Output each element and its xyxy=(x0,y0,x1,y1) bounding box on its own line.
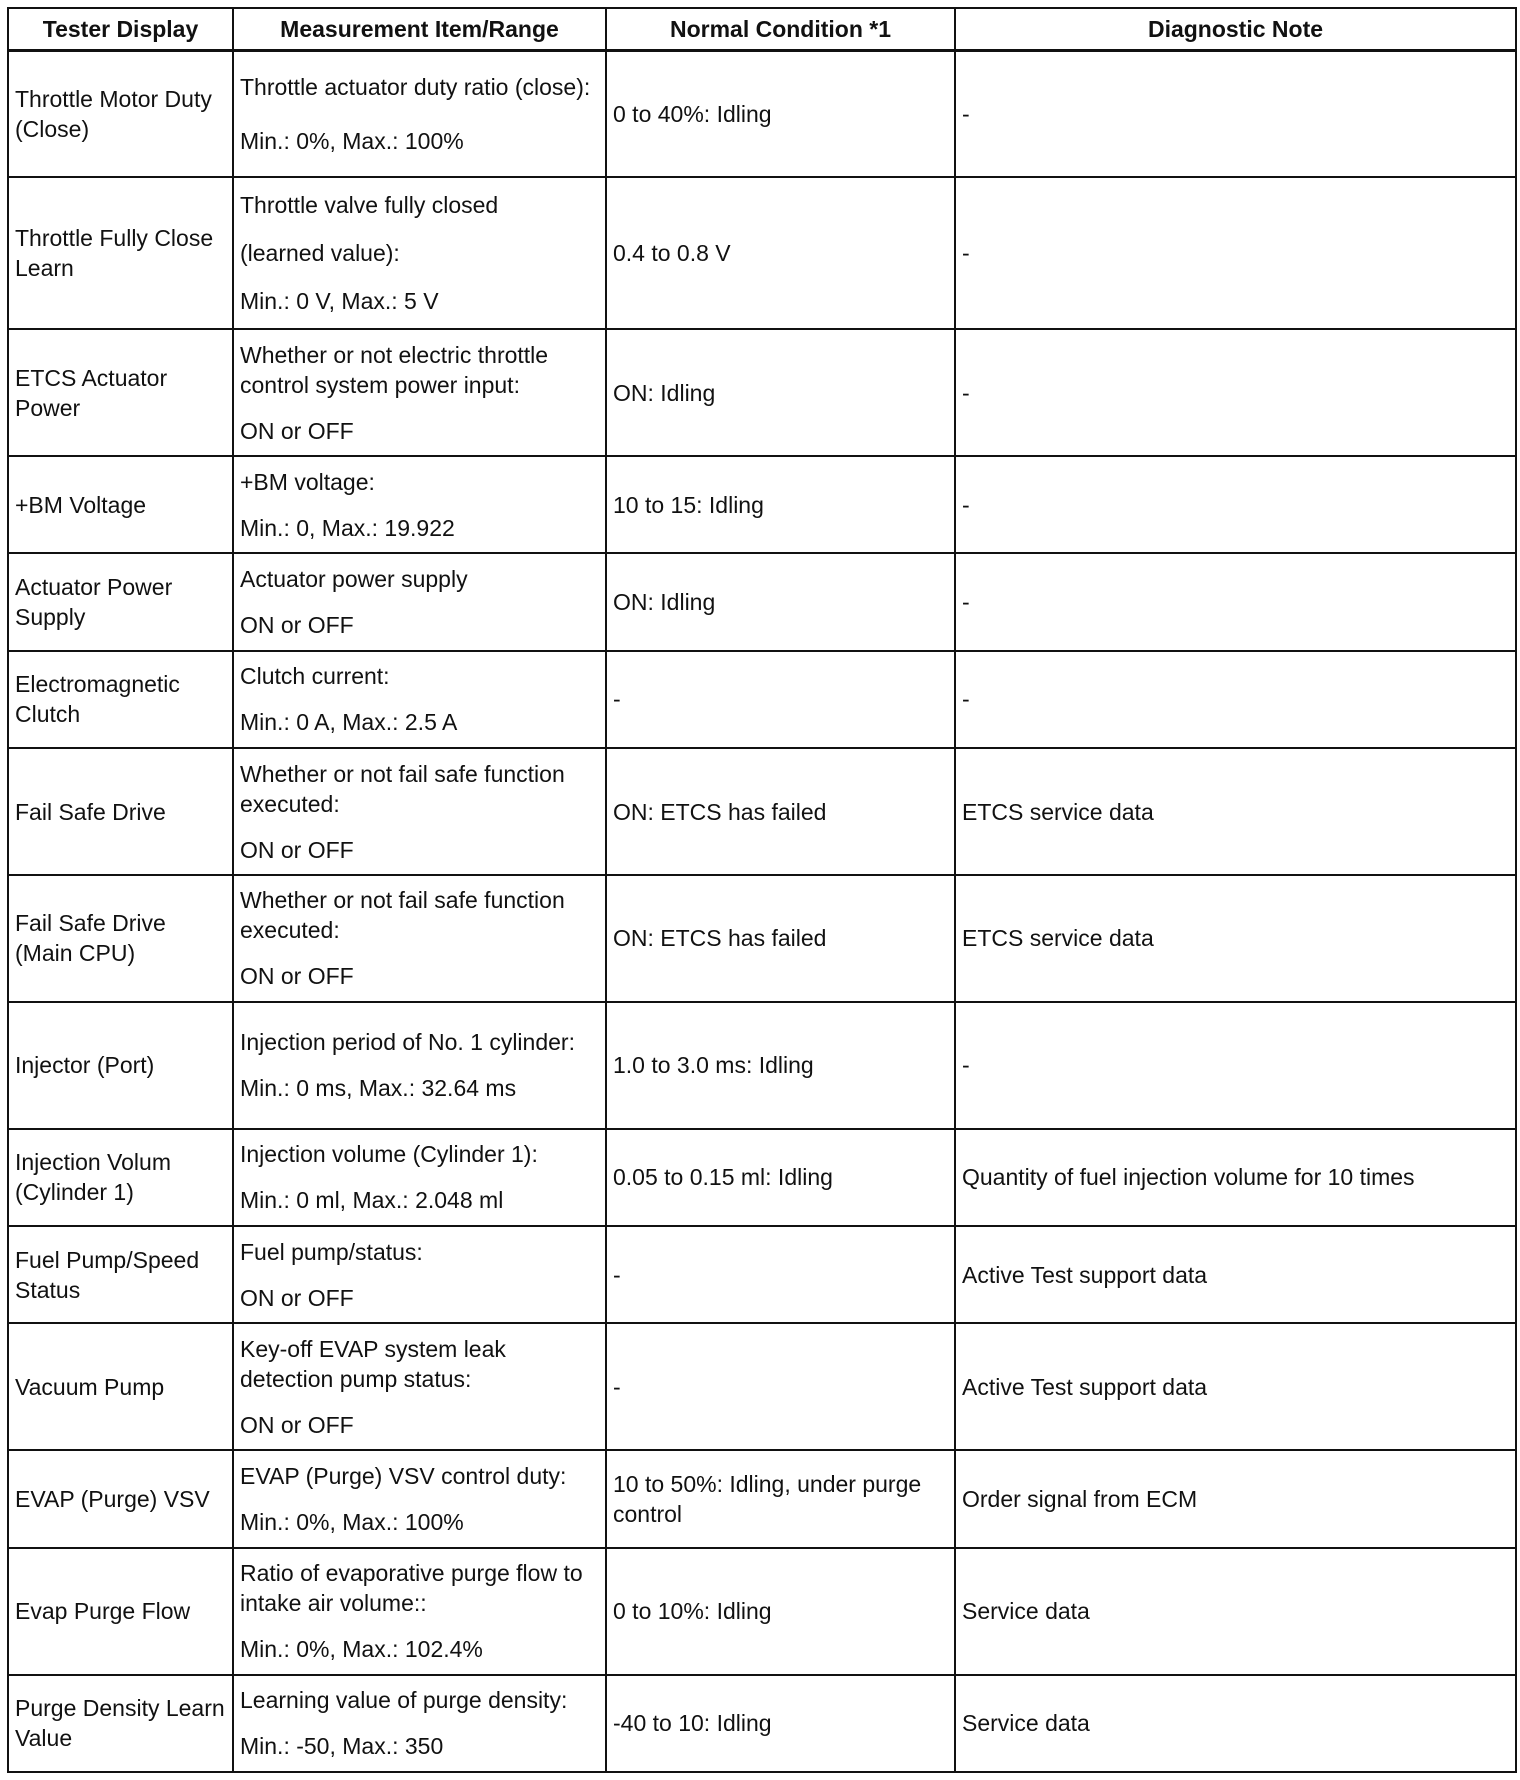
tester-display-cell: EVAP (Purge) VSV xyxy=(8,1450,233,1547)
measurement-item: Ratio of evaporative purge flow to intake air volume:: xyxy=(240,1560,583,1617)
tester-display-cell: Throttle Fully Close Learn xyxy=(8,177,233,329)
table-row xyxy=(8,1226,1516,1323)
diagnostic-note-cell: ETCS service data xyxy=(955,748,1516,875)
measurement-cell xyxy=(233,177,606,329)
measurement-item: Whether or not fail safe function executed: xyxy=(240,760,565,817)
header-tester-display: Tester Display xyxy=(8,8,233,51)
diagnostic-note-cell: - xyxy=(955,1002,1516,1129)
table-row xyxy=(8,1548,1516,1675)
normal-condition-cell: 0 to 10%: Idling xyxy=(606,1548,955,1675)
header-normal-condition: Normal Condition *1 xyxy=(606,8,955,51)
diagnostic-note-cell: Active Test support data xyxy=(955,1226,1516,1323)
measurement-item: Injection period of No. 1 cylinder: xyxy=(240,1029,575,1056)
table-row xyxy=(8,329,1516,456)
measurement-cell xyxy=(233,51,606,178)
table-row xyxy=(8,177,1516,329)
measurement-cell xyxy=(233,875,606,1002)
measurement-item: Injection volume (Cylinder 1): xyxy=(240,1141,538,1168)
measurement-range: ON or OFF xyxy=(240,1411,354,1438)
tester-display-cell: Injection Volum (Cylinder 1) xyxy=(8,1129,233,1226)
measurement-range: ON or OFF xyxy=(240,612,354,639)
tester-display-cell: Evap Purge Flow xyxy=(8,1548,233,1675)
table-row xyxy=(8,1675,1516,1773)
diagnostic-note-cell: - xyxy=(955,651,1516,748)
diagnostic-note-cell: Service data xyxy=(955,1675,1516,1773)
measurement-range: Min.: 0 A, Max.: 2.5 A xyxy=(240,709,458,736)
tester-display-cell: +BM Voltage xyxy=(8,456,233,553)
normal-condition-cell: 0.4 to 0.8 V xyxy=(606,177,955,329)
table-row xyxy=(8,875,1516,1002)
measurement-item: Whether or not electric throttle control system power input: xyxy=(240,341,549,398)
table-row xyxy=(8,1129,1516,1226)
normal-condition-cell: 1.0 to 3.0 ms: Idling xyxy=(606,1002,955,1129)
table-row xyxy=(8,553,1516,650)
diagnostic-note-cell: Order signal from ECM xyxy=(955,1450,1516,1547)
diagnostic-note-cell: - xyxy=(955,456,1516,553)
data-list-table xyxy=(7,7,1517,1773)
measurement-range: ON or OFF xyxy=(240,1284,354,1311)
diagnostic-note-cell: Quantity of fuel injection volume for 10 times xyxy=(955,1129,1516,1226)
header-measurement-item: Measurement Item/Range xyxy=(233,8,606,51)
tester-display-cell: Fail Safe Drive (Main CPU) xyxy=(8,875,233,1002)
diagnostic-note-cell: - xyxy=(955,177,1516,329)
diagnostic-note-cell: Active Test support data xyxy=(955,1323,1516,1450)
table-header-row xyxy=(8,8,1516,51)
tester-display-cell: Purge Density Learn Value xyxy=(8,1675,233,1773)
measurement-range: Min.: 0 ms, Max.: 32.64 ms xyxy=(240,1075,517,1102)
measurement-item: Learning value of purge density: xyxy=(240,1687,568,1714)
measurement-range: Min.: 0 V, Max.: 5 V xyxy=(240,288,439,315)
measurement-range: ON or OFF xyxy=(240,963,354,990)
measurement-range: Min.: 0, Max.: 19.922 xyxy=(240,514,455,541)
tester-display-cell: Actuator Power Supply xyxy=(8,553,233,650)
table-row xyxy=(8,748,1516,875)
measurement-cell xyxy=(233,1323,606,1450)
measurement-item: +BM voltage: xyxy=(240,468,375,495)
measurement-cell xyxy=(233,748,606,875)
diagnostic-note-cell: - xyxy=(955,51,1516,178)
diagnostic-note-cell: - xyxy=(955,553,1516,650)
measurement-range: ON or OFF xyxy=(240,417,354,444)
measurement-cell xyxy=(233,329,606,456)
measurement-item: EVAP (Purge) VSV control duty: xyxy=(240,1462,567,1489)
diagnostic-note-cell: Service data xyxy=(955,1548,1516,1675)
normal-condition-cell: - xyxy=(606,1226,955,1323)
measurement-range: Min.: 0%, Max.: 100% xyxy=(240,1508,464,1535)
measurement-item: Throttle valve fully closed xyxy=(240,192,499,219)
normal-condition-cell: ON: Idling xyxy=(606,329,955,456)
normal-condition-cell: ON: Idling xyxy=(606,553,955,650)
measurement-range: Min.: 0 ml, Max.: 2.048 ml xyxy=(240,1187,504,1214)
normal-condition-cell: -40 to 10: Idling xyxy=(606,1675,955,1773)
measurement-cell xyxy=(233,456,606,553)
diagnostic-note-cell: ETCS service data xyxy=(955,875,1516,1002)
measurement-cell xyxy=(233,1450,606,1547)
measurement-cell xyxy=(233,1002,606,1129)
measurement-cell xyxy=(233,1226,606,1323)
measurement-item: Actuator power supply xyxy=(240,566,468,593)
table-row xyxy=(8,1002,1516,1129)
measurement-cell xyxy=(233,1548,606,1675)
measurement-item: Whether or not fail safe function executed: xyxy=(240,887,565,944)
measurement-range: ON or OFF xyxy=(240,836,354,863)
normal-condition-cell: 10 to 50%: Idling, under purge control xyxy=(606,1450,955,1547)
tester-display-cell: Vacuum Pump xyxy=(8,1323,233,1450)
normal-condition-cell: 0.05 to 0.15 ml: Idling xyxy=(606,1129,955,1226)
table-row xyxy=(8,1450,1516,1547)
measurement-range: Min.: 0%, Max.: 102.4% xyxy=(240,1636,483,1663)
table-row xyxy=(8,456,1516,553)
tester-display-cell: Fail Safe Drive xyxy=(8,748,233,875)
diagnostic-note-cell: - xyxy=(955,329,1516,456)
measurement-item: Throttle actuator duty ratio (close): xyxy=(240,74,591,101)
measurement-cell xyxy=(233,553,606,650)
tester-display-cell: Fuel Pump/Speed Status xyxy=(8,1226,233,1323)
normal-condition-cell: - xyxy=(606,651,955,748)
measurement-cell xyxy=(233,1675,606,1773)
normal-condition-cell: ON: ETCS has failed xyxy=(606,875,955,1002)
measurement-cell xyxy=(233,651,606,748)
tester-display-cell: Electromagnetic Clutch xyxy=(8,651,233,748)
normal-condition-cell: - xyxy=(606,1323,955,1450)
tester-display-cell: Throttle Motor Duty (Close) xyxy=(8,51,233,178)
normal-condition-cell: ON: ETCS has failed xyxy=(606,748,955,875)
measurement-item-continued: (learned value): xyxy=(240,240,400,267)
measurement-item: Key-off EVAP system leak detection pump status: xyxy=(240,1335,506,1392)
tester-display-cell: ETCS Actuator Power xyxy=(8,329,233,456)
table-row xyxy=(8,51,1516,178)
table-row xyxy=(8,1323,1516,1450)
header-diagnostic-note: Diagnostic Note xyxy=(955,8,1516,51)
tester-display-cell: Injector (Port) xyxy=(8,1002,233,1129)
measurement-item: Clutch current: xyxy=(240,663,390,690)
table-row xyxy=(8,651,1516,748)
measurement-range: Min.: -50, Max.: 350 xyxy=(240,1733,444,1760)
measurement-item: Fuel pump/status: xyxy=(240,1238,423,1265)
normal-condition-cell: 0 to 40%: Idling xyxy=(606,51,955,178)
normal-condition-cell: 10 to 15: Idling xyxy=(606,456,955,553)
measurement-cell xyxy=(233,1129,606,1226)
measurement-range: Min.: 0%, Max.: 100% xyxy=(240,128,464,155)
